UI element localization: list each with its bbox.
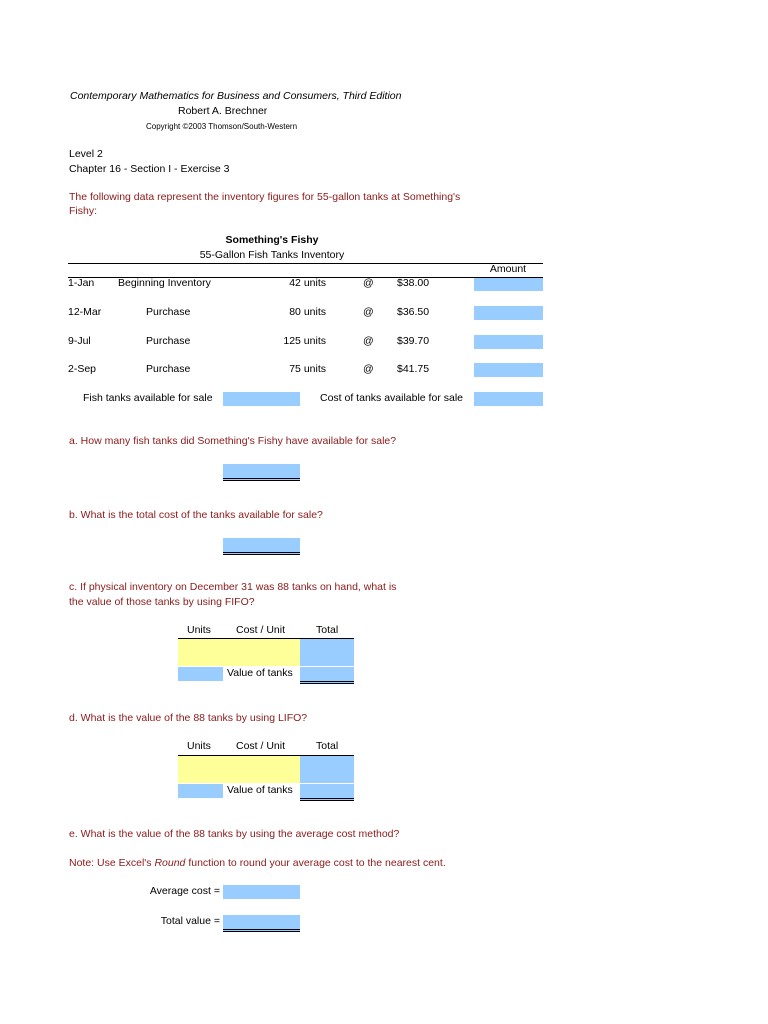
table-title: Something's Fishy <box>225 234 319 246</box>
lifo-value-label: Value of tanks <box>227 784 293 796</box>
lifo-total-header: Total <box>316 740 339 752</box>
amount-input-3[interactable] <box>474 335 543 349</box>
row-price: $39.70 <box>397 335 430 347</box>
row-price: $38.00 <box>397 277 430 289</box>
row-at: @ <box>363 335 374 347</box>
level-label: Level 2 <box>69 148 103 160</box>
row-at: @ <box>363 363 374 375</box>
question-d: d. What is the value of the 88 tanks by using LIFO? <box>69 712 308 724</box>
row-units: 75 units <box>289 363 326 375</box>
row-at: @ <box>363 277 374 289</box>
question-e: e. What is the value of the 88 tanks by using the average cost method? <box>69 828 400 840</box>
amount-input-4[interactable] <box>474 363 543 377</box>
amount-input-2[interactable] <box>474 306 543 320</box>
note-suffix: function to round your average cost to the nearest cent. <box>185 857 446 869</box>
answer-a-input[interactable] <box>223 464 300 481</box>
row-price: $36.50 <box>397 306 430 318</box>
row-date: 1-Jan <box>68 277 95 289</box>
average-cost-input[interactable] <box>223 885 300 899</box>
intro-line-1: The following data represent the inventory figures for 55-gallon tanks at Something's <box>69 191 461 203</box>
cost-available-input[interactable] <box>474 392 543 406</box>
fifo-units-total-input[interactable] <box>178 667 223 681</box>
fifo-units-header: Units <box>187 624 211 636</box>
row-units: 42 units <box>289 277 326 289</box>
intro-line-2: Fishy: <box>69 205 98 217</box>
row-units: 80 units <box>289 306 326 318</box>
row-desc: Purchase <box>146 335 191 347</box>
lifo-total-cells[interactable] <box>300 756 354 783</box>
lifo-entry-area[interactable] <box>178 756 300 783</box>
row-desc: Purchase <box>146 306 191 318</box>
note-prefix: Note: Use Excel's <box>69 857 155 869</box>
question-c-line-2: the value of those tanks by using FIFO? <box>69 596 255 608</box>
table-top-rule <box>68 263 543 264</box>
fifo-total-cells[interactable] <box>300 639 354 666</box>
total-value-label: Total value = <box>160 915 220 927</box>
row-price: $41.75 <box>397 363 430 375</box>
chapter-label: Chapter 16 - Section I - Exercise 3 <box>69 163 230 175</box>
lifo-units-header: Units <box>187 740 211 752</box>
answer-b-input[interactable] <box>223 538 300 555</box>
question-c-line-1: c. If physical inventory on December 31 was 88 tanks on hand, what is <box>69 581 397 593</box>
cost-available-label: Cost of tanks available for sale <box>320 392 463 404</box>
row-date: 9-Jul <box>68 335 91 347</box>
excel-note <box>69 857 446 869</box>
row-date: 2-Sep <box>68 363 97 375</box>
lifo-units-total-input[interactable] <box>178 784 223 798</box>
fifo-entry-area[interactable] <box>178 639 300 666</box>
question-b: b. What is the total cost of the tanks available for sale? <box>69 509 323 521</box>
available-label: Fish tanks available for sale <box>83 392 213 404</box>
question-a: a. How many fish tanks did Something's Fishy have available for sale? <box>69 435 397 447</box>
total-value-input[interactable] <box>223 915 300 932</box>
amount-header: Amount <box>489 263 527 275</box>
fifo-value-input[interactable] <box>300 667 354 684</box>
note-round-word: Round <box>154 857 186 869</box>
available-input[interactable] <box>223 392 300 406</box>
fifo-cost-unit-header: Cost / Unit <box>236 624 286 636</box>
author: Robert A. Brechner <box>178 105 268 117</box>
row-desc: Purchase <box>146 363 191 375</box>
copyright: Copyright ©2003 Thomson/South-Western <box>146 122 298 131</box>
book-title: Contemporary Mathematics for Business and Consumers, Third Edition <box>70 90 402 102</box>
row-desc: Beginning Inventory <box>118 277 211 289</box>
fifo-value-label: Value of tanks <box>227 667 293 679</box>
lifo-cost-unit-header: Cost / Unit <box>236 740 286 752</box>
amount-input-1[interactable] <box>474 278 543 291</box>
row-units: 125 units <box>283 335 326 347</box>
row-at: @ <box>363 306 374 318</box>
table-subtitle: 55-Gallon Fish Tanks Inventory <box>199 249 345 261</box>
lifo-value-input[interactable] <box>300 784 354 801</box>
average-cost-label: Average cost = <box>149 885 220 897</box>
fifo-total-header: Total <box>316 624 339 636</box>
row-date: 12-Mar <box>68 306 102 318</box>
